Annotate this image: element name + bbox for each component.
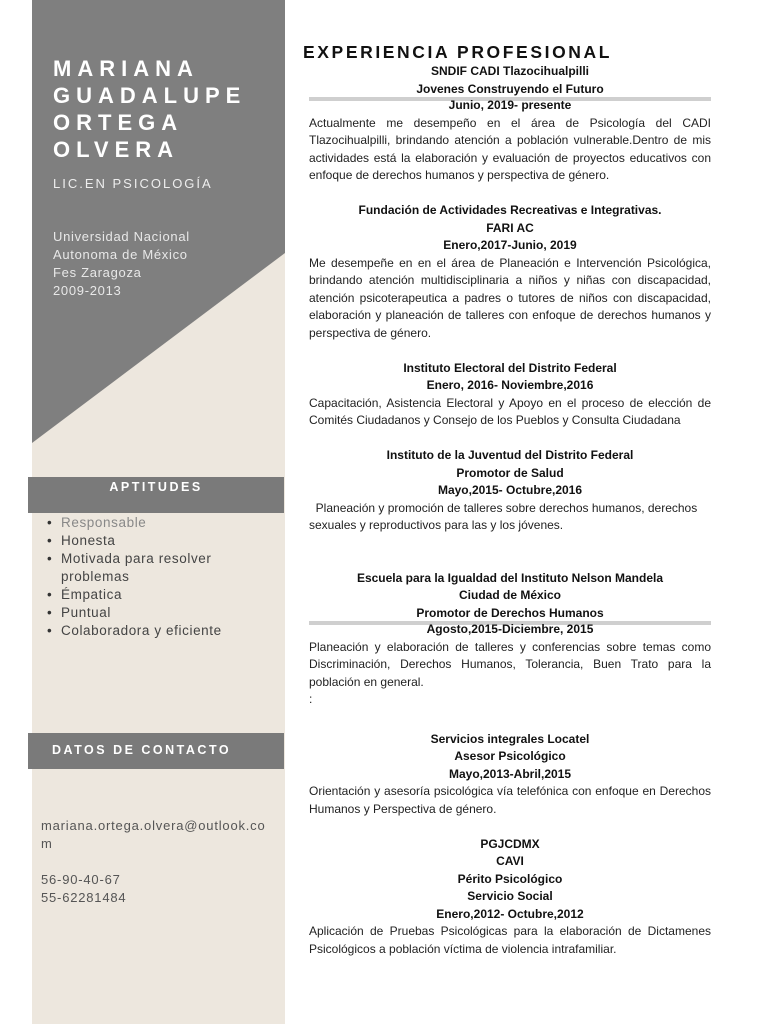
degree-title: LIC.EN PSICOLOGÍA: [53, 176, 213, 191]
aptitudes-heading: APTITUDES: [28, 477, 284, 513]
name-line: ORTEGA: [53, 110, 184, 135]
job-role: Promotor de Derechos Humanos: [416, 605, 604, 620]
spacer: [309, 535, 711, 570]
aptitude-item: • Motivada para resolver problemas: [45, 550, 280, 586]
job-entry: [309, 731, 711, 819]
job-role: Périto Psicológico: [457, 871, 563, 886]
experience-section: [303, 42, 711, 958]
job-description: Aplicación de Pruebas Psicológicas para la elaboración de Dictamenes Psicológicos a población víctima de violencia intrafamiliar.: [309, 924, 711, 956]
candidate-name: [53, 55, 283, 163]
job-description: Actualmente me desempeño en el área de Psicología del CADI Tlazocihualpilli, brindando atención a población vulnerable.Dentro de mis actividades está la elaboración y evaluación de proyectos educativos con enfoque de derechos humanos y perspectiva de género.: [309, 115, 711, 182]
job-dates: Enero, 2016- Noviembre,2016: [426, 378, 594, 392]
job-role: Jovenes Construyendo el Futuro: [416, 81, 604, 96]
section-title: EXPERIENCIA PROFESIONAL: [303, 42, 613, 62]
aptitude-item: • Honesta: [45, 532, 280, 550]
job-header: [309, 731, 711, 784]
aptitude-item: • Émpatica: [45, 586, 280, 604]
job-entry: [309, 447, 711, 535]
job-dates: Mayo,2015- Octubre,2016: [437, 483, 583, 497]
job-dates: Enero,2017-Junio, 2019: [443, 238, 577, 252]
job-dates: Junio, 2019- presente: [448, 98, 572, 112]
aptitude-item: • Colaboradora y eficiente: [45, 622, 280, 640]
job-dates: Agosto,2015-Diciembre, 2015: [426, 622, 594, 636]
job-org: Escuela para la Igualdad del Instituto Nelson Mandela: [356, 570, 664, 585]
job-entry: [309, 63, 711, 185]
name-line: OLVERA: [53, 137, 180, 162]
job-org: Instituto de la Juventud del Distrito Federal: [386, 448, 634, 462]
job-description-line: Planeación y promoción de talleres sobre derechos humanos, derechos: [309, 500, 698, 515]
spacer: [309, 342, 711, 360]
job-header: [309, 570, 711, 639]
aptitudes-list: [45, 514, 280, 640]
job-header: [309, 63, 711, 115]
aptitude-item: • Responsable: [45, 514, 280, 532]
job-entry: [309, 570, 711, 709]
job-org: SNDIF CADI Tlazocihualpilli: [430, 64, 589, 78]
job-org: Servicios integrales Locatel: [430, 731, 590, 746]
job-header: [309, 202, 711, 255]
education-block: [53, 228, 190, 300]
phone-number[interactable]: 55-62281484: [41, 890, 127, 905]
job-unit: CAVI: [496, 854, 524, 868]
contact-heading: DATOS DE CONTACTO: [28, 733, 284, 769]
job-role: FARI AC: [486, 220, 534, 235]
education-line: 2009-2013: [53, 283, 122, 298]
spacer: [309, 818, 711, 836]
name-line: GUADALUPE: [53, 83, 247, 108]
job-entry: [309, 202, 711, 342]
job-type: Servicio Social: [467, 889, 553, 903]
job-header: [309, 360, 711, 395]
job-location: Ciudad de México: [458, 588, 562, 602]
job-header: [309, 836, 711, 924]
job-role: Asesor Psicológico: [454, 749, 566, 763]
aptitude-item: • Puntual: [45, 604, 280, 622]
phone-number[interactable]: 56-90-40-67: [41, 872, 121, 887]
job-dates: Mayo,2013-Abril,2015: [448, 766, 572, 781]
job-header: [309, 447, 711, 500]
education-line: Fes Zaragoza: [53, 265, 142, 280]
job-description: Me desempeñe en en el área de Planeación e Intervención Psicológica, brindando atención multidisciplinaria a niños y niñas con discapacidad, atención psicoterapeutica a padres o tutores de niños con discapacidad, elaboración y planeación de talleres con enfoque de derechos humanos y perspectiva de género.: [309, 255, 711, 340]
job-dates: Enero,2012- Octubre,2012: [436, 906, 584, 921]
job-description: Orientación y asesoría psicológica vía telefónica con enfoque en Derechos Humanos y Perspectiva de género.: [309, 784, 711, 816]
spacer: [309, 430, 711, 448]
job-description: Capacitación, Asistencia Electoral y Apoyo en el proceso de elección de Comités Ciudadanos y Consejo de los Pueblos y Consulta Ciudadana: [309, 395, 711, 427]
job-description-line: sexuales y reproductivos para las y los jóvenes.: [309, 518, 564, 532]
job-org: PGJCDMX: [480, 836, 540, 851]
job-trailing-mark: :: [309, 692, 313, 706]
job-role: Promotor de Salud: [456, 465, 564, 480]
job-description: Planeación y elaboración de talleres y conferencias sobre temas como Discriminación, Derechos Humanos, Tolerancia, Buen Trato para la población en general.: [309, 639, 711, 689]
name-line: MARIANA: [53, 56, 199, 81]
job-entry: [309, 836, 711, 959]
contact-block: [41, 817, 266, 907]
spacer: [309, 185, 711, 203]
job-org: Instituto Electoral del Distrito Federal: [403, 360, 617, 375]
job-entry: [309, 360, 711, 430]
education-line: Autonoma de México: [53, 247, 188, 262]
spacer: [309, 709, 711, 731]
job-org: Fundación de Actividades Recreativas e Integrativas.: [358, 203, 662, 217]
education-line: Universidad Nacional: [53, 229, 190, 244]
email-link[interactable]: mariana.ortega.olvera@outlook.com: [41, 818, 266, 851]
